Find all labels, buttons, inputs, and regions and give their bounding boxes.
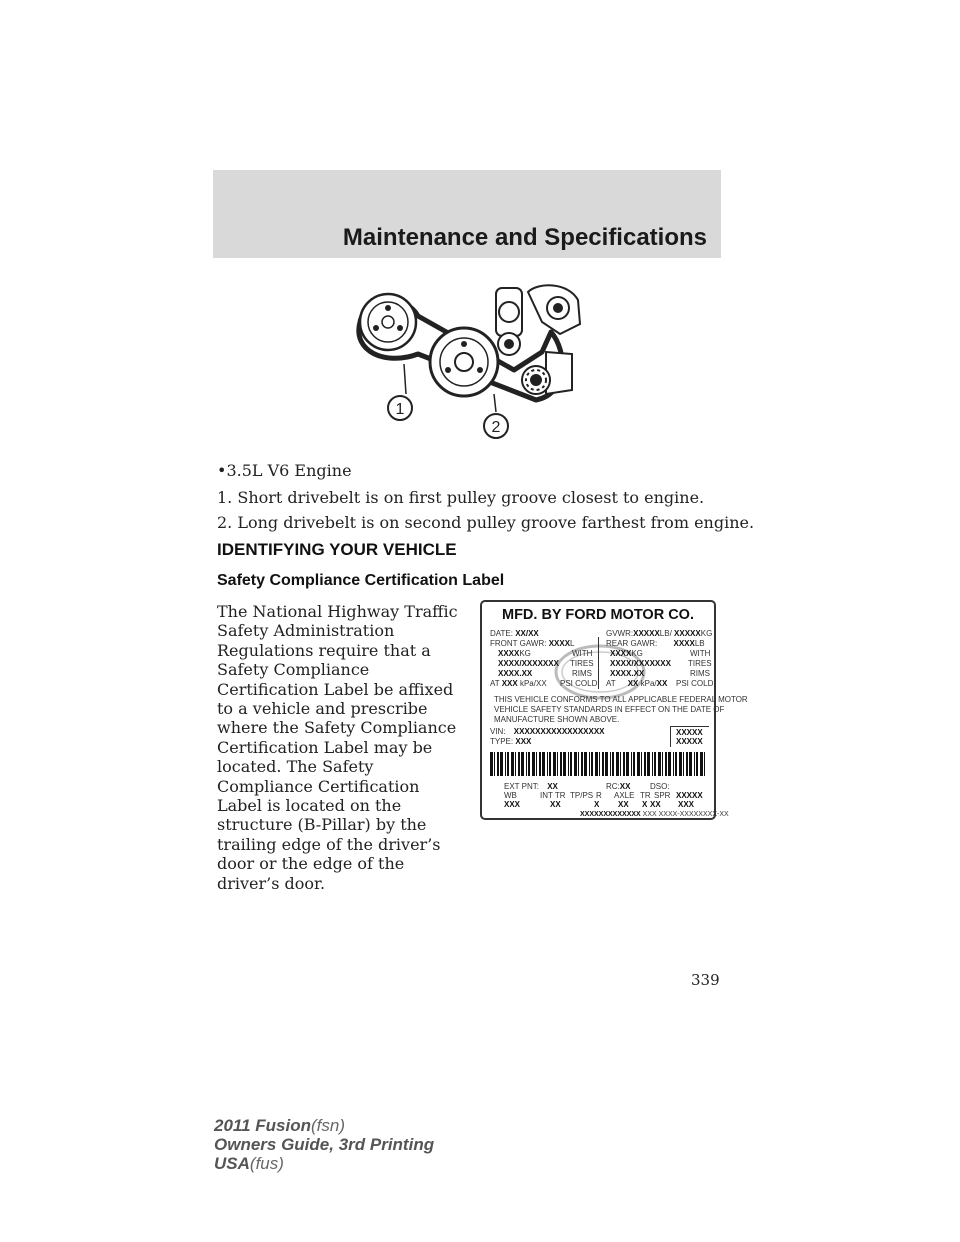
front-gawr-value: XXXX <box>548 639 571 648</box>
item-1: 1. Short drivebelt is on first pulley groove closest to engine. <box>217 488 705 507</box>
rear-gawr-value: XXXX <box>673 639 695 648</box>
front-kg-value: XXXX <box>498 649 520 658</box>
footer-guide: Owners Guide, 3rd Printing <box>214 1135 435 1154</box>
barcode-bar <box>599 752 600 776</box>
rear-tires: TIRES <box>688 659 712 668</box>
barcode-bar <box>553 752 556 776</box>
front-kg-unit: KG <box>519 649 531 658</box>
spr-key: SPR <box>654 791 671 800</box>
barcode-bar <box>612 752 614 776</box>
barcode-bar <box>605 752 608 776</box>
ext-paint-key: EXT PNT: <box>504 782 539 791</box>
gvwr-value-kg: XXXXX <box>674 629 701 638</box>
barcode-bar <box>654 752 656 776</box>
barcode-bar <box>595 752 598 776</box>
vin-key: VIN: <box>490 727 506 736</box>
rear-gawr-key: REAR GAWR: <box>606 639 658 648</box>
barcode-bar <box>578 752 579 776</box>
barcode-bar <box>557 752 558 776</box>
tr-key: TR <box>640 791 651 800</box>
rear-kg-value: XXXX <box>610 649 632 658</box>
page-number: 339 <box>691 971 720 989</box>
barcode-bar <box>602 752 604 776</box>
gvwr-key: GVWR: <box>606 629 634 638</box>
idler-pulley <box>430 328 498 396</box>
barcode-bar <box>505 752 506 776</box>
barcode-bar <box>526 752 527 776</box>
wb-key: WB <box>504 791 517 800</box>
barcode-bar <box>528 752 530 776</box>
barcode-bar <box>497 752 499 776</box>
r-value: X <box>594 800 600 809</box>
barcode-bar <box>626 752 629 776</box>
barcode-bar <box>507 752 509 776</box>
footer-model: 2011 Fusion <box>214 1116 311 1135</box>
rear-gawr-unit: LB <box>694 639 705 648</box>
r-key: R <box>596 791 602 800</box>
sub-heading: Safety Compliance Certification Label <box>217 572 505 589</box>
barcode-bar <box>610 752 611 776</box>
rear-kg-unit: KG <box>631 649 643 658</box>
barcode-bar <box>620 752 621 776</box>
serial-mid: XXX <box>642 811 657 818</box>
rear-at: AT <box>606 679 616 688</box>
barcode-bar <box>665 752 667 776</box>
rear-tire-value: XXXX/XXXXXXX <box>610 659 671 668</box>
barcode-bar <box>500 752 503 776</box>
front-at-value: XXX <box>501 679 518 688</box>
page-title: Maintenance and Specifications <box>342 224 707 251</box>
type-key: TYPE: <box>490 737 514 746</box>
front-at-unit: kPa/XX <box>519 679 547 688</box>
barcode-bar <box>581 752 583 776</box>
barcode-bar <box>547 752 548 776</box>
barcode-bar <box>679 752 682 776</box>
wb-value: XXX <box>504 800 521 809</box>
barcode-bar <box>696 752 698 776</box>
conformity-line-2: VEHICLE SAFETY STANDARDS IN EFFECT ON THE DATE OF <box>494 705 725 714</box>
front-tire-value: XXXX/XXXXXXX <box>498 659 559 668</box>
type-value: XXX <box>515 737 532 746</box>
rear-at-value-2: XX <box>656 679 668 688</box>
barcode-bar <box>704 752 705 776</box>
barcode-bar <box>515 752 516 776</box>
axle-value: XX <box>618 800 629 809</box>
barcode-bar <box>518 752 520 776</box>
barcode-bar <box>631 752 632 776</box>
axle-key: AXLE <box>614 791 635 800</box>
barcode-bar <box>673 752 674 776</box>
barcode-bar <box>574 752 577 776</box>
front-gawr-unit: L <box>570 639 575 648</box>
label-title: MFD. BY FORD MOTOR CO. <box>502 607 694 623</box>
front-rim-value: XXXX.XX <box>498 669 533 678</box>
front-psi-cold: PSI COLD <box>560 679 598 688</box>
barcode-bar <box>542 752 545 776</box>
certification-label <box>480 600 748 820</box>
gvwr-unit-lb: LB/ <box>659 629 672 638</box>
footer-market: USA <box>214 1154 250 1173</box>
barcode-bar <box>694 752 695 776</box>
item-2: 2. Long drivebelt is on second pulley groove farthest from engine. <box>217 513 755 532</box>
section-heading: IDENTIFYING YOUR VEHICLE <box>217 540 457 559</box>
barcode-bar <box>700 752 703 776</box>
barcode-bar <box>662 752 663 776</box>
barcode-bar <box>689 752 692 776</box>
accessory-cluster <box>496 285 580 394</box>
rear-at-value-1: XX <box>627 679 639 688</box>
barcode-bar <box>623 752 625 776</box>
rear-with: WITH <box>690 649 711 658</box>
rear-rim-value: XXXX.XX <box>610 669 645 678</box>
drivebelt-diagram <box>346 282 586 442</box>
barcode-bar <box>511 752 514 776</box>
barcode-bar <box>568 752 569 776</box>
front-at: AT <box>490 679 500 688</box>
barcode-bar <box>616 752 619 776</box>
serial-end: XXXX-XXXXXXXX-XX <box>658 811 729 818</box>
barcode-bar <box>532 752 535 776</box>
vin-value: XXXXXXXXXXXXXXXXX <box>513 727 605 736</box>
callout-2-label: 2 <box>491 419 501 436</box>
footer <box>214 1116 434 1173</box>
rear-rims: RIMS <box>690 669 710 678</box>
front-tires: TIRES <box>570 659 594 668</box>
code-box-value-1: XXXXX <box>676 728 703 737</box>
barcode-bar <box>591 752 593 776</box>
tr-value: X <box>642 800 648 809</box>
barcode-bar <box>539 752 541 776</box>
front-with: WITH <box>572 649 593 658</box>
barcode-bar <box>584 752 587 776</box>
barcode-bar <box>647 752 650 776</box>
callout-1-label: 1 <box>395 401 405 418</box>
crank-pulley <box>360 294 416 350</box>
barcode-bar <box>570 752 572 776</box>
date-key: DATE: <box>490 629 513 638</box>
gvwr-unit-kg: KG <box>700 629 713 638</box>
int-tr-value: XX <box>550 800 561 809</box>
barcode-bar <box>521 752 524 776</box>
conformity-line-3: MANUFACTURE SHOWN ABOVE. <box>494 715 620 724</box>
front-gawr-key: FRONT GAWR: <box>490 639 547 648</box>
barcode-bar <box>633 752 635 776</box>
date-value: XX/XX <box>515 629 539 638</box>
barcode-bar <box>494 752 495 776</box>
body-paragraph: The National Highway Traffic Safety Administration Regulations require that a Safety Compliance Certification Label be affixed to a vehicle and prescribe where the Safety Compliance Certification Label may be located. The Safety Compliance Certification Label is located on the structure (B-Pillar) by the trailing edge of the driver’s door or the edge of the driver’s door. <box>217 602 458 893</box>
code-box-value-2: XXXXX <box>676 737 703 746</box>
engine-bullet: •3.5L V6 Engine <box>217 461 352 480</box>
rc-key: RC: <box>606 782 620 791</box>
barcode-bar <box>490 752 493 776</box>
barcode-bar <box>683 752 684 776</box>
barcode-bar <box>563 752 566 776</box>
tp-ps-key: TP/PS <box>570 791 594 800</box>
rc-value: XX <box>619 782 631 791</box>
spr-value: XXXXX <box>676 791 703 800</box>
rear-at-unit: kPa/ <box>640 679 657 688</box>
spr-value-2: XXX <box>678 800 695 809</box>
barcode-bar <box>637 752 640 776</box>
barcode-bar <box>675 752 677 776</box>
rear-psi-cold: PSI COLD <box>676 679 714 688</box>
header-band <box>213 170 721 258</box>
barcode-bar <box>668 752 671 776</box>
barcode-bar <box>641 752 642 776</box>
footer-market-code: (fus) <box>249 1154 284 1173</box>
barcode-bar <box>644 752 646 776</box>
barcode-bar <box>652 752 653 776</box>
footer-model-code: (fsn) <box>311 1116 345 1135</box>
barcode-bar <box>658 752 661 776</box>
gvwr-value-lb: XXXXX <box>633 629 660 638</box>
conformity-line-1: THIS VEHICLE CONFORMS TO ALL APPLICABLE FEDERAL MOTOR <box>494 695 748 704</box>
ext-paint-value: XX <box>547 782 558 791</box>
label-divider <box>598 637 599 689</box>
barcode-bar <box>686 752 688 776</box>
serial-bold: XXXXXXXXXXXXX <box>580 811 641 818</box>
barcode-bar <box>589 752 590 776</box>
front-rims: RIMS <box>572 669 592 678</box>
barcode-bar <box>560 752 562 776</box>
tr-value-2: XX <box>650 800 661 809</box>
barcode-bar <box>536 752 537 776</box>
dso-key: DSO: <box>650 782 670 791</box>
int-tr-key: INT TR <box>540 791 566 800</box>
barcode <box>490 752 708 776</box>
barcode-bar <box>549 752 551 776</box>
